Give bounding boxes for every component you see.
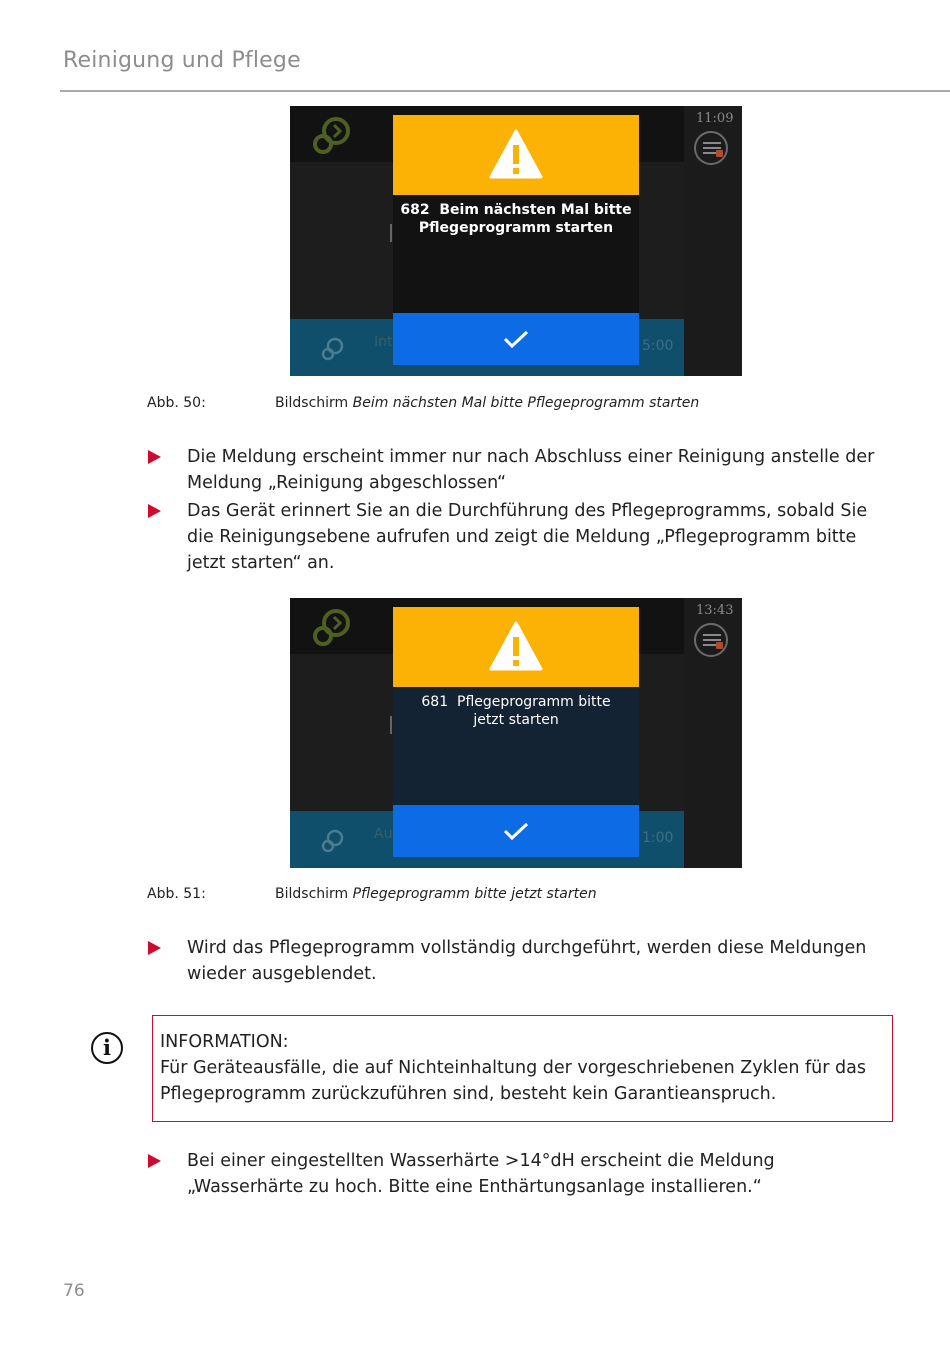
page-header-title: Reinigung und Pflege (63, 48, 301, 73)
alert-dialog (393, 115, 639, 365)
page-number: 76 (63, 1281, 85, 1301)
checkmark-icon (502, 821, 530, 841)
caption-label: Abb. 51: (147, 886, 206, 902)
list-item: Bei einer eingestellten Wasserhärte >14°dH erscheint die Meldung „Wasserhärte zu hoch. Bitte eine Enthärtungsanlage installieren.“ (147, 1148, 887, 1200)
warning-header (393, 115, 639, 195)
alert-text-line1: Pflegeprogramm bitte (457, 694, 611, 710)
alert-code: 681 (421, 694, 449, 710)
list-item: Das Gerät erinnert Sie an die Durchführung des Pflegeprogramms, sobald Sie die Reinigungsebene aufrufen und zeigt die Meldung „Pflegeprogramm bitte jetzt starten“ an. (147, 498, 887, 576)
alert-dialog (393, 607, 639, 857)
clock-time: 13:43 (696, 603, 734, 618)
device-screen-figure-51 (290, 598, 742, 868)
checkmark-icon (502, 329, 530, 349)
caption-prefix: Bildschirm (275, 886, 349, 902)
background-time: 5:00 (642, 338, 674, 354)
background-label: Int (374, 334, 393, 350)
device-screen-figure-50 (290, 106, 742, 376)
caption-title: Pflegeprogramm bitte jetzt starten (352, 886, 597, 902)
background-time: 1:00 (642, 830, 674, 846)
gears-icon (310, 114, 354, 158)
menu-icon[interactable] (694, 131, 728, 165)
information-text: Für Geräteausfälle, die auf Nichteinhaltung der vorgeschriebenen Zyklen für das Pflegeprogramm zurückzuführen sind, besteht kein Garantieanspruch. (160, 1058, 866, 1104)
alert-code: 682 (400, 202, 430, 218)
info-icon: i (91, 1032, 123, 1064)
caption-title: Beim nächsten Mal bitte Pflegeprogramm starten (352, 395, 700, 411)
bullet-arrow-icon (148, 504, 161, 518)
confirm-button[interactable] (393, 313, 639, 365)
warning-triangle-icon (488, 128, 544, 180)
confirm-button[interactable] (393, 805, 639, 857)
small-gears-icon (320, 336, 346, 362)
warning-triangle-icon (488, 620, 544, 672)
alert-text-line2: Pflegeprogramm starten (418, 220, 614, 236)
bullet-arrow-icon (148, 1154, 161, 1168)
menu-icon[interactable] (694, 623, 728, 657)
alert-text-line2: jetzt starten (473, 712, 559, 728)
alert-text-line1: Beim nächsten Mal bitte (439, 202, 632, 218)
information-box (152, 1015, 893, 1122)
caption-label: Abb. 50: (147, 395, 206, 411)
warning-header (393, 607, 639, 687)
figure-caption-51 (147, 886, 597, 902)
clock-time: 11:09 (696, 111, 734, 126)
alert-message (393, 201, 639, 237)
bullet-arrow-icon (148, 450, 161, 464)
alert-message (393, 693, 639, 729)
background-label: Au (374, 826, 393, 842)
gears-icon (310, 606, 354, 650)
header-divider (60, 90, 950, 92)
small-gears-icon (320, 828, 346, 854)
caption-prefix: Bildschirm (275, 395, 349, 411)
list-item: Wird das Pflegeprogramm vollständig durchgeführt, werden diese Meldungen wieder ausgeblendet. (147, 935, 887, 987)
bullet-arrow-icon (148, 941, 161, 955)
figure-caption-50 (147, 395, 700, 411)
information-heading: INFORMATION: (160, 1032, 289, 1052)
list-item: Die Meldung erscheint immer nur nach Abschluss einer Reinigung anstelle der Meldung „Reinigung abgeschlossen“ (147, 444, 887, 496)
